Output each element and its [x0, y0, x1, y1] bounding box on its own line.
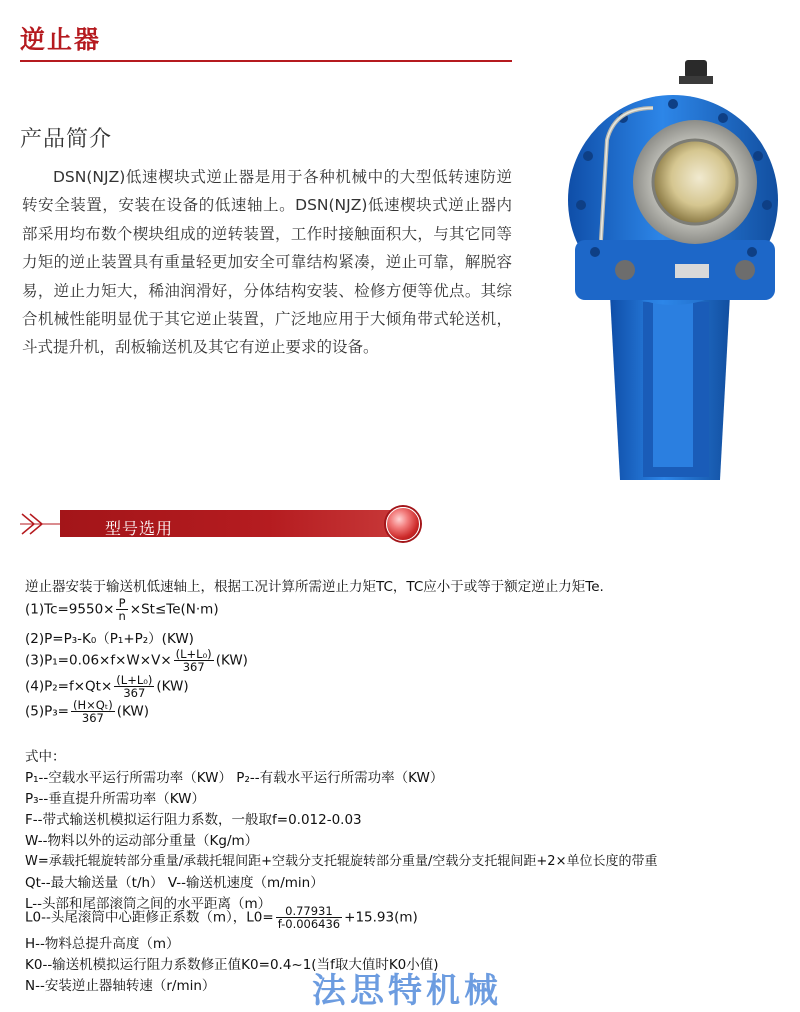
formula-1: (1)Tc=9550× $\frac{P}{n}$ ×St≤Te(N·m)	[25, 596, 219, 623]
selection-lead: 逆止器安装于输送机低速轴上，根据工况计算所需逆止力矩TC，TC应小于或等于额定逆止力矩Te.	[25, 579, 604, 595]
legend-w-definition: W=承载托辊旋转部分重量/承载托辊间距+空载分支托辊旋转部分重量/空载分支托辊间距+2×单位长度的带重	[25, 854, 658, 869]
banner-ball-icon	[386, 507, 420, 541]
banner-bar	[60, 510, 408, 537]
legend-p1-p2: P₁--空载水平运行所需功率（KW） P₂--有载水平运行所需功率（KW）	[25, 770, 444, 786]
watermark-logo: 法思特机械	[312, 971, 502, 1011]
banner-label: 型号选用	[105, 519, 174, 538]
legend-p3: P₃--垂直提升所需功率（KW）	[25, 791, 206, 807]
legend-n: N--安装逆止器轴转速（r/min）	[25, 978, 216, 994]
legend-l: L--头部和尾部滚筒之间的水平距离（m）	[25, 896, 272, 912]
banner-arrow-icon	[20, 512, 60, 536]
formula-5: (5)P₃= $\frac{\text{(H×Qₜ)}}{367}$ (KW)	[25, 698, 149, 725]
legend-k0: K0--输送机模拟运行阻力系数修正值K0=0.4~1(当f取大值时K0小值)	[25, 957, 439, 973]
legend-f: F--带式输送机模拟运行阻力系数，一般取f=0.012-0.03	[25, 812, 362, 828]
legend-w: W--物料以外的运动部分重量（Kg/m）	[25, 833, 259, 849]
formula-4: (4)P₂=f×Qt× $\frac{\text{(L+L₀)}}{367}$ (KW)	[25, 673, 189, 700]
formula-1-fraction: $\frac{P}{n}$	[118, 596, 126, 623]
formula-2: (2)P=P₃-K₀（P₁+P₂）(KW)	[25, 631, 194, 647]
formula-3: (3)P₁=0.06×f×W×V× $\frac{\text{(L+L₀)}}{367}$ (KW)	[25, 647, 248, 674]
intro-body: DSN(NJZ)低速楔块式逆止器是用于各种机械中的大型低转速防逆转安全装置，安装在设备的低速轴上。DSN(NJZ)低速楔块式逆止器内部采用均布数个楔块组成的逆转装置，工作时接触面积大，与其它同等力矩的逆止装置具有重量轻更加安全可靠结构紧凑，逆止可靠，解脱容易，逆止力矩大，稀油润滑好，分体结构安装、检修方便等优点。其综合机械性能明显优于其它逆止装置，广泛地应用于大倾角带式轮送机，斗式提升机，刮板输送机及其它有逆止要求的设备。	[22, 168, 512, 357]
legend-l0-fraction: $\frac{0.77931}{f-0.006436}$	[277, 904, 341, 931]
formula-5-fraction: $\frac{\text{(H×Qₜ)}}{367}$	[73, 698, 113, 725]
legend-l0: L0--头尾滚筒中心距修正系数（m），L0= $\frac{0.77931}{f-0.006436}$ +15.93(m)	[25, 904, 418, 931]
section-banner	[20, 507, 420, 541]
product-image	[555, 60, 785, 490]
legend-h: H--物料总提升高度（m）	[25, 936, 180, 952]
legend-heading: 式中：	[25, 749, 66, 765]
title-divider	[20, 60, 512, 62]
formula-4-fraction: $\frac{\text{(L+L₀)}}{367}$	[116, 673, 153, 700]
page-title: 逆止器	[20, 25, 102, 54]
legend-qt-v: Qt--最大输送量（t/h） V--输送机速度（m/min）	[25, 875, 324, 891]
intro-heading: 产品简介	[20, 127, 113, 152]
formula-3-fraction: $\frac{\text{(L+L₀)}}{367}$	[175, 647, 212, 674]
